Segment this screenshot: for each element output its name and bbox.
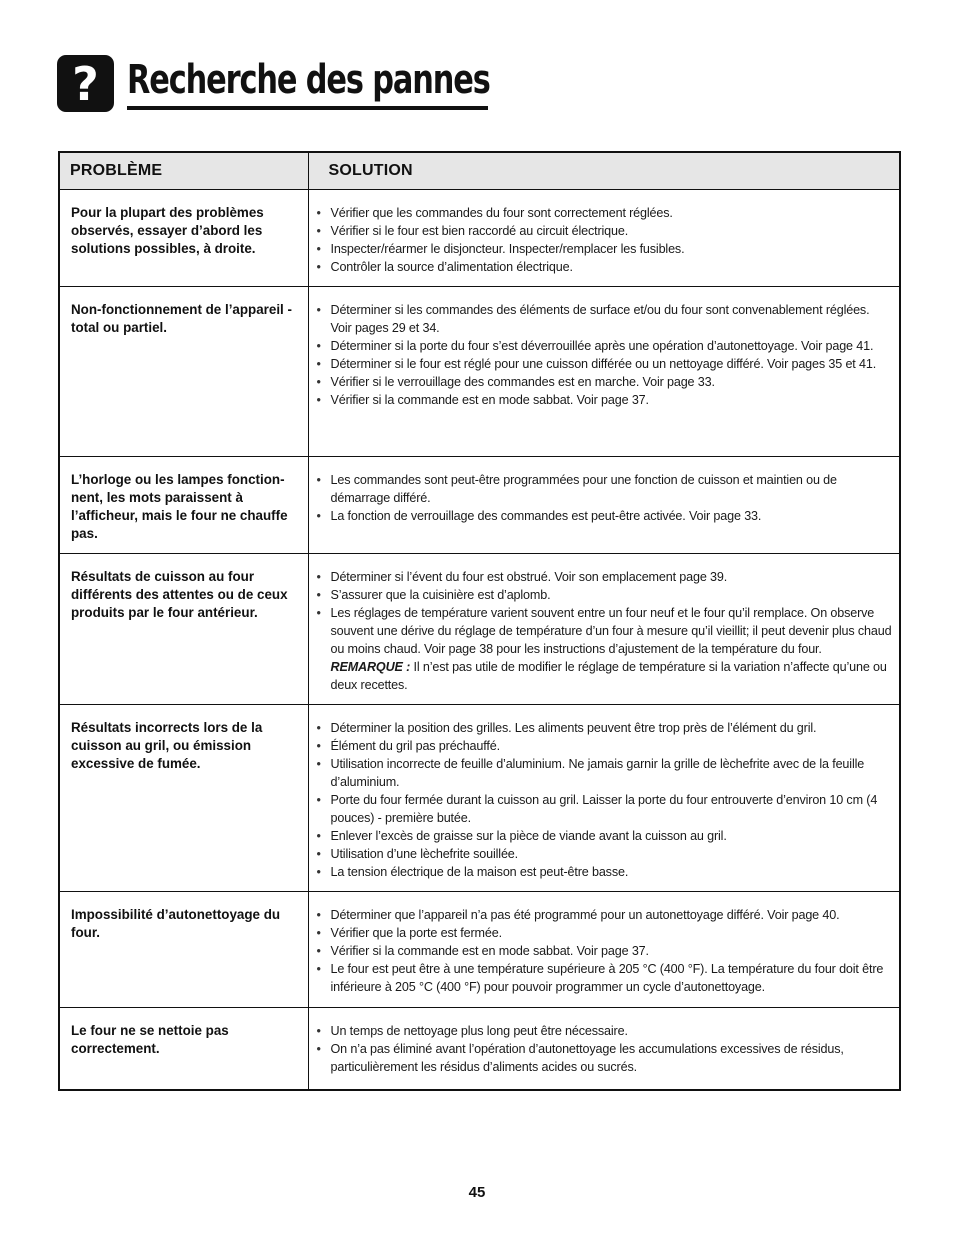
problem-cell: Résultats de cuisson au four différents des attentes ou de ceux produits par le four antérieur.	[59, 554, 308, 705]
bullet-icon: •	[316, 375, 321, 389]
table-row	[59, 705, 900, 892]
troubleshooting-table	[58, 151, 901, 1091]
bullet-icon: •	[316, 926, 321, 940]
column-header-solution: SOLUTION	[308, 152, 900, 190]
table-row	[59, 554, 900, 705]
bullet-icon: •	[316, 588, 321, 602]
bullet-icon: •	[316, 829, 321, 843]
solution-item: • Porte du four fermée durant la cuisson au gril. Laisser la porte du four entrouverte d’environ 10 cm (4 pouces) - première butée.	[316, 793, 878, 825]
question-icon: ?	[57, 55, 114, 112]
solution-item: • La tension électrique de la maison est peut-être basse.	[316, 865, 629, 879]
solution-item: • Élément du gril pas préchauffé.	[316, 739, 500, 753]
solution-item: • Déterminer si les commandes des éléments de surface et/ou du four sont convenablement réglées. Voir pages 29 et 34.	[316, 303, 870, 335]
solution-item: • Le four est peut être à une température supérieure à 205 °C (400 °F). La température du four doit être inférieure à 205 °C (400 °F) pour pouvoir programmer un cycle d’autonettoyage.	[316, 962, 884, 994]
solution-cell	[308, 1008, 900, 1090]
solution-cell	[308, 892, 900, 1008]
table-row	[59, 457, 900, 554]
solution-item: • On n’a pas éliminé avant l’opération d’autonettoyage les accumulations excessives de résidus, particulièrement les résidus d’aliments acides ou sucrés.	[316, 1042, 844, 1074]
bullet-icon: •	[316, 606, 321, 620]
bullet-icon: •	[316, 721, 321, 735]
bullet-icon: •	[316, 357, 321, 371]
bullet-icon: •	[316, 339, 321, 353]
bullet-icon: •	[316, 739, 321, 753]
solution-item: • Un temps de nettoyage plus long peut être nécessaire.	[316, 1024, 628, 1038]
problem-cell: Le four ne se nettoie pas correctement.	[59, 1008, 308, 1090]
table-row	[59, 287, 900, 457]
solution-item: • Vérifier si le four est bien raccordé au circuit électrique.	[316, 224, 629, 238]
note-label: REMARQUE :	[330, 660, 411, 674]
bullet-icon: •	[316, 224, 321, 238]
solution-item: • Déterminer si la porte du four s’est déverrouillée après une opération d’autonettoyage. Voir page 41.	[316, 339, 874, 353]
bullet-icon: •	[316, 793, 321, 807]
solution-item: • Déterminer si l’évent du four est obstrué. Voir son emplacement page 39.	[316, 570, 728, 584]
bullet-icon: •	[316, 1024, 321, 1038]
bullet-icon: •	[316, 206, 321, 220]
problem-cell: L’horloge ou les lampes fonction-nent, les mots paraissent à l’afficheur, mais le four ne chauffe pas.	[59, 457, 308, 554]
bullet-icon: •	[316, 570, 321, 584]
solution-cell	[308, 457, 900, 554]
table-row	[59, 892, 900, 1008]
page-title: Recherche des pannes	[127, 57, 490, 103]
solution-cell	[308, 554, 900, 705]
bullet-icon: •	[316, 908, 321, 922]
bullet-icon: •	[316, 1042, 321, 1056]
solution-item: • Contrôler la source d’alimentation électrique.	[316, 260, 573, 274]
problem-cell: Non-fonctionnement de l’appareil - total ou partiel.	[59, 287, 308, 457]
solution-item: • Utilisation incorrecte de feuille d’aluminium. Ne jamais garnir la grille de lèchefrite avec de la feuille d’aluminium.	[316, 757, 865, 789]
bullet-icon: •	[316, 303, 321, 317]
table-row	[59, 190, 900, 287]
problem-cell: Pour la plupart des problèmes observés, essayer d’abord les solutions possibles, à droite.	[59, 190, 308, 287]
solution-item: • Utilisation d’une lèchefrite souillée.	[316, 847, 519, 861]
solution-item: • S’assurer que la cuisinière est d’aplomb.	[316, 588, 551, 602]
solution-cell	[308, 190, 900, 287]
solution-item: • Inspecter/réarmer le disjoncteur. Inspecter/remplacer les fusibles.	[316, 242, 685, 256]
note-text: Il n’est pas utile de modifier le réglage de température si la variation n’affecte qu’une ou deux recettes.	[330, 660, 887, 692]
bullet-icon: •	[316, 944, 321, 958]
solution-item: • Vérifier si la commande est en mode sabbat. Voir page 37.	[316, 944, 649, 958]
bullet-icon: •	[316, 473, 321, 487]
bullet-icon: •	[316, 865, 321, 879]
solution-item: • Vérifier que les commandes du four sont correctement réglées.	[316, 206, 673, 220]
solution-cell	[308, 287, 900, 457]
problem-cell: Résultats incorrects lors de la cuisson au gril, ou émission excessive de fumée.	[59, 705, 308, 892]
solution-item: • Enlever l’excès de graisse sur la pièce de viande avant la cuisson au gril.	[316, 829, 727, 843]
bullet-icon: •	[316, 757, 321, 771]
solution-item: • Déterminer que l’appareil n’a pas été programmé pour un autonettoyage différé. Voir page 40.	[316, 908, 840, 922]
table-header-row	[59, 152, 900, 190]
page-number: 45	[468, 1184, 486, 1201]
solution-item: • Déterminer la position des grilles. Les aliments peuvent être trop près de l’élément du gril.	[316, 721, 817, 735]
solution-item: • Déterminer si le four est réglé pour une cuisson différée ou un nettoyage différé. Voir pages 35 et 41.	[316, 357, 877, 371]
bullet-icon: •	[316, 847, 321, 861]
bullet-icon: •	[316, 962, 321, 976]
bullet-icon: •	[316, 509, 321, 523]
column-header-problem: PROBLÈME	[59, 152, 308, 190]
solution-item: • Vérifier si la commande est en mode sabbat. Voir page 37.	[316, 393, 649, 407]
bullet-icon: •	[316, 242, 321, 256]
bullet-icon: •	[316, 260, 321, 274]
solution-item: • Les commandes sont peut-être programmées pour une fonction de cuisson et maintien ou de démarrage différé.	[316, 473, 837, 505]
solution-item: • Les réglages de température varient souvent entre un four neuf et le four qu’il remplace. On observe souvent une dérive du réglage de température d’un four à mesure qu’il vieillit; il peut devenir plus chaud ou moins chaud. Voir page 38 pour les instructions d’ajustement de la température du four. REMARQUE : Il n’est pas utile de modifier le réglage de température si la variation n’affecte qu’une ou deux recettes.	[316, 606, 892, 692]
solution-item: • Vérifier si le verrouillage des commandes est en marche. Voir page 33.	[316, 375, 715, 389]
solution-item: • Vérifier que la porte est fermée.	[316, 926, 502, 940]
table-row	[59, 1008, 900, 1090]
solution-item: • La fonction de verrouillage des commandes est peut-être activée. Voir page 33.	[316, 509, 762, 523]
solution-cell	[308, 705, 900, 892]
bullet-icon: •	[316, 393, 321, 407]
problem-cell: Impossibilité d’autonettoyage du four.	[59, 892, 308, 1008]
title-underline	[127, 106, 488, 110]
